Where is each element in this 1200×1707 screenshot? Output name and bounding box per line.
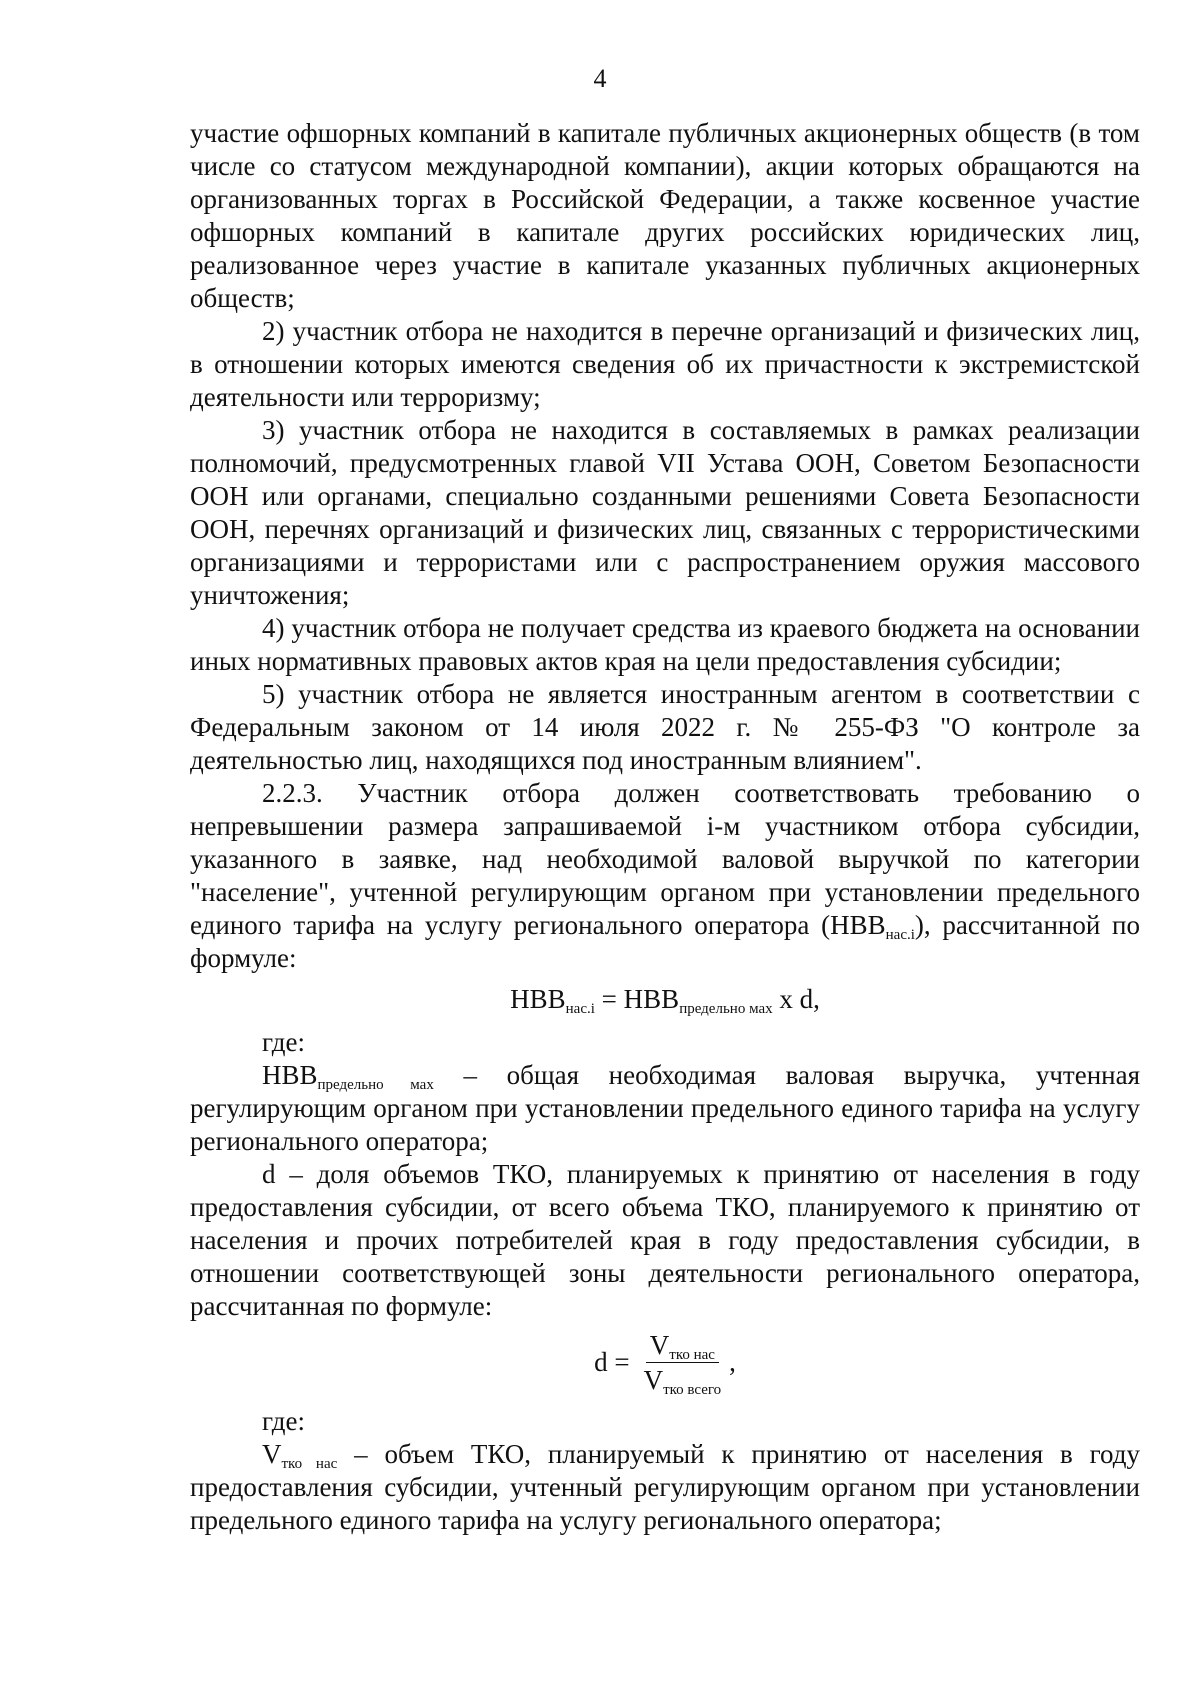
paragraph-2-2-3: [190, 777, 1140, 975]
formula-nvv-equals: =: [594, 984, 624, 1014]
denominator-main: V: [643, 1364, 664, 1395]
formula-nvv-lhs-sub: нас.i: [565, 1001, 595, 1017]
vtko-definition-sub: тко нас: [281, 1456, 338, 1472]
paragraph-item-2: 2) участник отбора не находится в перечне организаций и физических лиц, в отношении которых имеются сведения об их причастности к экстремистской деятельности или терроризму;: [190, 316, 1140, 412]
vtko-definition-main: V: [262, 1439, 282, 1469]
paragraph-2-2-3-tail: ), рассчитанной по формуле:: [190, 910, 1140, 973]
numerator-sub: тко нас: [669, 1346, 715, 1363]
numerator-main: V: [649, 1329, 670, 1360]
formula-nvv-lhs: НВВ: [510, 984, 566, 1014]
formula-nvv: [190, 983, 1140, 1016]
formula-d-tail: ,: [729, 1346, 736, 1377]
nvv-definition-main: НВВ: [262, 1060, 318, 1090]
vtko-definition-text: – объем ТКО, планируемый к принятию от населения в году предоставления субсидии, учтенный регулирующим органом при установлении предельного единого тарифа на услугу регионального оператора;: [190, 1439, 1140, 1535]
page-number: 4: [593, 64, 607, 93]
formula-d-denominator: [640, 1363, 726, 1398]
nvv-definition-sub: предельно мах: [317, 1077, 434, 1093]
where-label-2: где:: [262, 1406, 305, 1436]
paragraph-2-2-3-subscript: нас.i: [885, 927, 915, 943]
formula-nvv-tail: x d,: [772, 984, 820, 1014]
nvv-definition-text: – общая необходимая валовая выручка, учтенная регулирующим органом при установлении предельного единого тарифа на услугу регионального оператора;: [190, 1060, 1140, 1156]
formula-d-lhs: d =: [594, 1346, 630, 1377]
paragraph-nvv-definition: [190, 1059, 1140, 1158]
formula-d-fraction: [640, 1329, 726, 1398]
paragraph-vtko-definition: [190, 1438, 1140, 1537]
paragraph-item-4: 4) участник отбора не получает средства из краевого бюджета на основании иных нормативных правовых актов края на цели предоставления субсидии;: [190, 613, 1140, 676]
paragraph-2-2-3-text: 2.2.3. Участник отбора должен соответствовать требованию о непревышении размера запрашиваемой i-м участником отбора субсидии, указанного в заявке, над необходимой валовой выручкой по категории "население", учтенной регулирующим органом при установлении предельного единого тарифа на услугу регионального оператора (НВВ: [190, 778, 1140, 940]
denominator-sub: тко всего: [663, 1381, 722, 1398]
where-label-1: где:: [262, 1027, 305, 1057]
formula-d-numerator: [646, 1330, 719, 1363]
paragraph-offshore-participation: участие офшорных компаний в капитале публичных акционерных обществ (в том числе со статусом международной компании), акции которых обращаются на организованных торгах в Российской Федерации, а также косвенное участие офшорных компаний в капитале других российских юридических лиц, реализованное через участие в капитале указанных публичных акционерных обществ;: [190, 118, 1140, 313]
formula-d: [190, 1327, 1140, 1397]
document-body: [190, 117, 1140, 1537]
paragraph-d-definition: d – доля объемов ТКО, планируемых к принятию от населения в году предоставления субсидии, от всего объема ТКО, планируемого к принятию от населения и прочих потребителей края в году предоставления субсидии, в отношении соответствующей зоны деятельности регионального оператора, рассчитанная по формуле:: [190, 1159, 1140, 1321]
formula-nvv-rhs: НВВ: [623, 984, 680, 1014]
paragraph-item-5: 5) участник отбора не является иностранным агентом в соответствии с Федеральным законом от 14 июля 2022 г. № 255-ФЗ "О контроле за деятельностью лиц, находящихся под иностранным влиянием".: [190, 679, 1140, 775]
formula-nvv-rhs-sub: предельно мах: [679, 1001, 773, 1017]
paragraph-item-3: 3) участник отбора не находится в составляемых в рамках реализации полномочий, предусмотренных главой VII Устава ООН, Советом Безопасности ООН или органами, специально созданными решениями Совета Безопасности ООН, перечнях организаций и физических лиц, связанных с террористическими организациями и террористами или с распространением оружия массового уничтожения;: [190, 415, 1140, 610]
